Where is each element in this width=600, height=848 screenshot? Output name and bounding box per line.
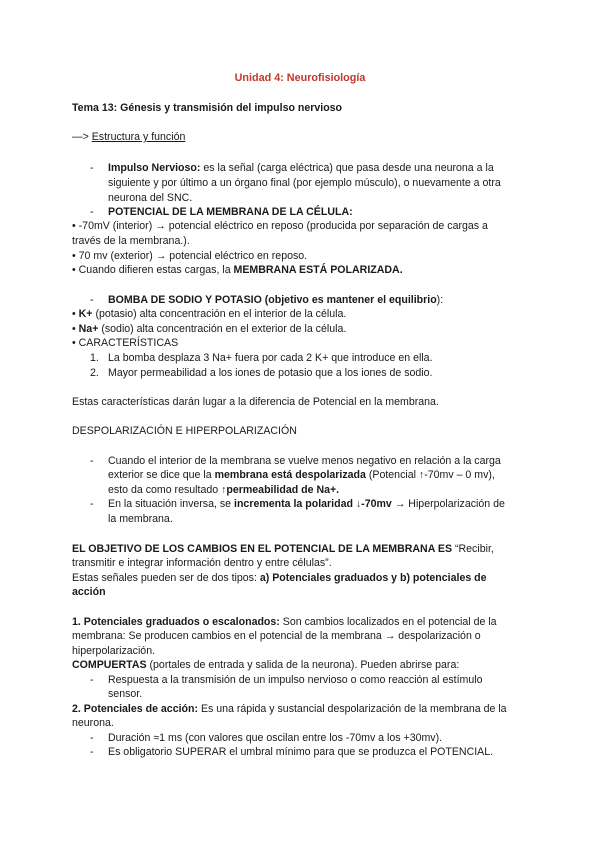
graded-line-3: hiperpolarización.: [72, 645, 156, 657]
dash-bullet: -: [90, 294, 94, 306]
bullet-sodium: • Na+ (sodio) alta concentración en el exterior de la célula.: [72, 323, 347, 335]
sodium-label: Na+: [78, 323, 99, 335]
bullet-resting-interior-cont: través de la membrana.).: [72, 235, 190, 247]
depol-line-2: [108, 468, 495, 482]
structure-link-text: Estructura y función: [91, 131, 186, 143]
topic-heading: Tema 13: Génesis y transmisión del impulso nervioso: [72, 102, 343, 114]
bullet-resting-exterior: • 70 mv (exterior) → potencial eléctrico en reposo.: [72, 250, 308, 262]
dash-bullet: -: [90, 206, 94, 218]
potassium-label: K+: [78, 308, 93, 320]
objective-bold: EL OBJETIVO DE LOS CAMBIOS EN EL POTENCIAL DE LA MEMBRANA ES: [72, 543, 453, 555]
hyperpol-bold: incrementa la polaridad ↓-70mv: [234, 498, 392, 510]
depolarization-heading: DESPOLARIZACIÓN E HIPERPOLARIZACIÓN: [72, 425, 297, 437]
signal-types-text: Estas señales pueden ser de dos tipos:: [72, 572, 260, 584]
impulse-line-1: [108, 161, 494, 175]
pump-heading-end: ):: [436, 294, 444, 306]
impulse-label: Impulso Nervioso:: [108, 162, 201, 174]
objective-line-2: transmitir e integrar información dentro y entre células”.: [72, 557, 332, 569]
document-title: Unidad 4: Neurofisiología: [234, 72, 366, 84]
action-line-2: neurona.: [72, 717, 114, 729]
bullet-characteristics: • CARACTERÍSTICAS: [72, 337, 179, 349]
potential-difference-text: Estas características darán lugar a la diferencia de Potencial en la membrana.: [72, 396, 439, 408]
pump-heading-bold: BOMBA DE SODIO Y POTASIO (objetivo es mantener el equilibrio: [108, 294, 437, 306]
gates-item-line-2: sensor.: [108, 688, 143, 700]
hyperpol-result: → Hiperpolarización de: [391, 498, 505, 510]
gates-item-line-1: Respuesta a la transmisión de un impulso nervioso o como reacción al estímulo: [108, 674, 483, 686]
impulse-line-2: siguiente y por último a un órgano final (por ejemplo músculo), o nuevamente a otra: [108, 177, 501, 189]
action-threshold: Es obligatorio SUPERAR el umbral mínimo para que se produzca el POTENCIAL.: [108, 746, 494, 758]
action-text: Es una rápida y sustancial despolarización de la membrana de la: [198, 703, 507, 715]
graded-text: Son cambios localizados en el potencial de la: [279, 616, 497, 628]
action-label: 2. Potenciales de acción:: [72, 703, 198, 715]
dash-bullet: -: [90, 498, 94, 510]
membrane-potential-heading: POTENCIAL DE LA MEMBRANA DE LA CÉLULA:: [108, 206, 353, 218]
potassium-text: (potasio) alta concentración en el interior de la célula.: [92, 308, 347, 320]
impulse-line-3: neurona del SNC.: [108, 192, 193, 204]
depol-line-1: Cuando el interior de la membrana se vuelve menos negativo en relación a la carga: [108, 455, 501, 467]
graded-line-2: membrana: Se producen cambios en el potencial de la membrana → despolarización o: [72, 630, 481, 642]
structure-line: [72, 130, 185, 144]
depol-result-text: esto da como resultado: [108, 484, 222, 496]
objective-line-3: [72, 571, 487, 585]
sodium-text: (sodio) alta concentración en el exterior de la célula.: [98, 323, 347, 335]
list-number: 2.: [90, 367, 99, 379]
dash-bullet: -: [90, 746, 94, 758]
arrow-text: —>: [72, 131, 92, 143]
gates-line: [72, 658, 459, 672]
bullet-polarized: [72, 263, 403, 277]
bullet-potassium: • K+ (potasio) alta concentración en el interior de la célula.: [72, 308, 347, 320]
hyperpol-line-1: [108, 497, 505, 511]
action-duration: Duración ≈1 ms (con valores que oscilan entre los -70mv a los +30mv).: [108, 732, 443, 744]
action-line-1: [72, 702, 507, 716]
dash-bullet: -: [90, 674, 94, 686]
polarized-text: • Cuando difieren estas cargas, la: [72, 264, 234, 276]
signal-types-bold: a) Potenciales graduados y b) potenciales de: [259, 572, 487, 584]
depol-text: exterior se dice que la: [108, 469, 215, 481]
objective-quote: “Recibir,: [452, 543, 494, 555]
impulse-text: es la señal (carga eléctrica) que pasa desde una neurona a la: [200, 162, 494, 174]
depol-value: (Potencial ↑-70mv – 0 mv),: [365, 469, 495, 481]
depol-line-3: [108, 483, 339, 497]
list-item-permeability: Mayor permeabilidad a los iones de potasio que a los iones de sodio.: [108, 367, 433, 379]
graded-line-1: [72, 615, 497, 629]
dash-bullet: -: [90, 732, 94, 744]
gates-text: (portales de entrada y salida de la neurona). Pueden abrirse para:: [146, 659, 460, 671]
bullet-resting-interior: • -70mV (interior) → potencial eléctrico en reposo (producida por separación de cargas a: [72, 220, 488, 232]
depol-result-bold: ↑permeabilidad de Na+.: [221, 484, 340, 496]
hyperpol-text: En la situación inversa, se: [108, 498, 235, 510]
list-number: 1.: [90, 352, 99, 364]
polarized-bold: MEMBRANA ESTÁ POLARIZADA.: [233, 264, 403, 276]
dash-bullet: -: [90, 162, 94, 174]
dash-bullet: -: [90, 455, 94, 467]
list-item-pump: La bomba desplaza 3 Na+ fuera por cada 2 K+ que introduce en ella.: [108, 352, 433, 364]
graded-label: 1. Potenciales graduados o escalonados:: [72, 616, 280, 628]
objective-line-4: acción: [72, 586, 106, 598]
objective-line-1: [72, 542, 494, 556]
pump-heading: [108, 293, 443, 307]
hyperpol-line-2: la membrana.: [108, 513, 173, 525]
gates-label: COMPUERTAS: [72, 659, 147, 671]
depol-bold: membrana está despolarizada: [214, 469, 366, 481]
